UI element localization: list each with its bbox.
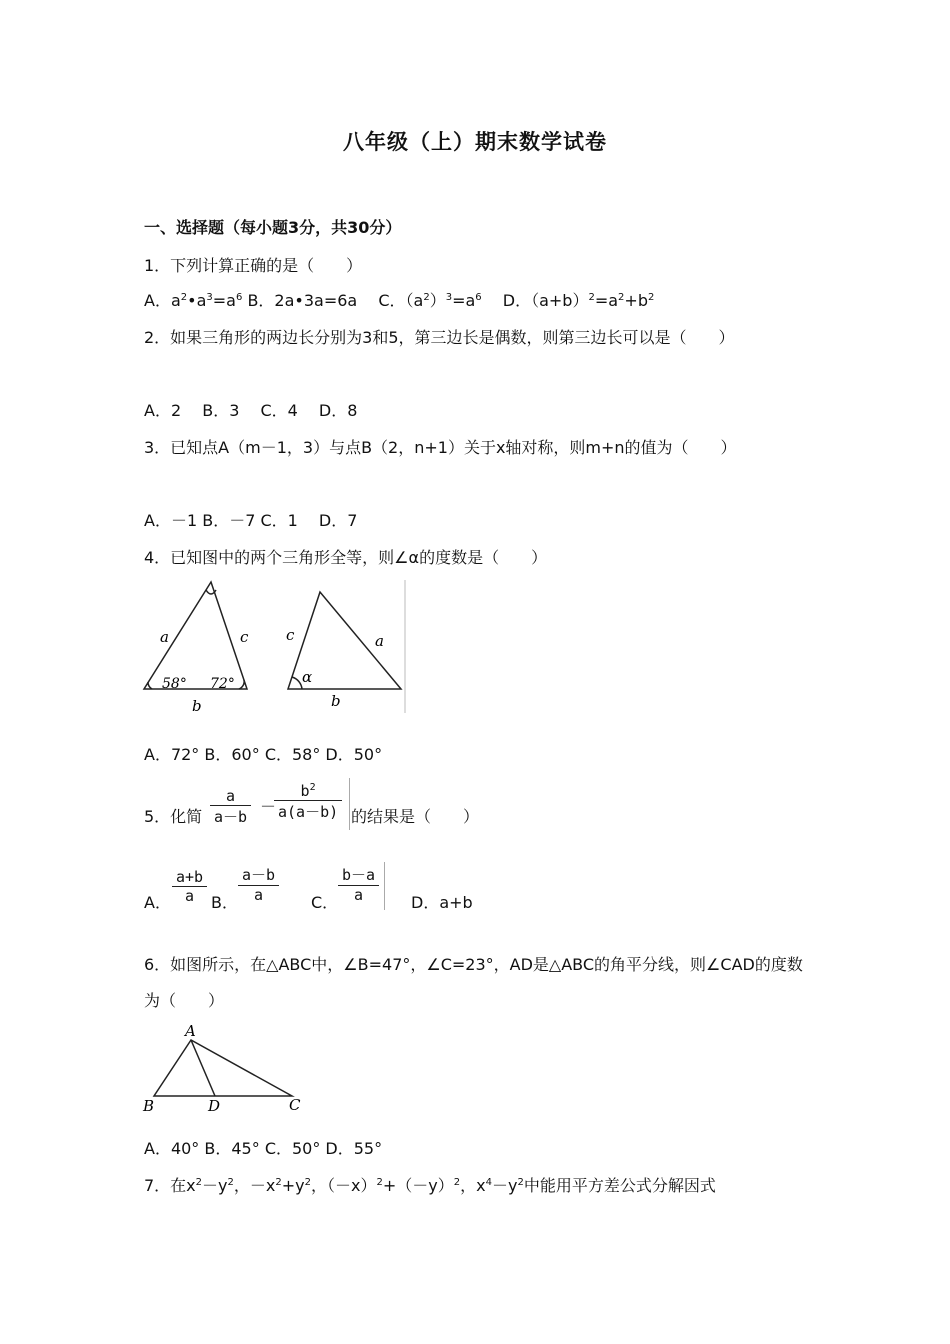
t1-angle-58: 58° bbox=[162, 676, 187, 692]
option-a-label: A． bbox=[144, 893, 171, 912]
page-title: 八年级（上）期末数学试卷 bbox=[343, 130, 607, 154]
t1-side-a: a bbox=[160, 628, 169, 646]
minus-sign: － bbox=[260, 797, 277, 816]
t2-side-b: b bbox=[331, 692, 341, 710]
t2-side-c: c bbox=[286, 626, 295, 644]
vertex-b-label: B bbox=[143, 1097, 155, 1115]
option-b-label: B． bbox=[211, 893, 238, 912]
vertex-c-label: C bbox=[289, 1096, 301, 1114]
question-5-prefix: 5．化简 bbox=[144, 807, 203, 826]
question-7-stem: 7．在$x^2-y^2$，$-x^2+y^2$，$(-x)^2+(-y)^2$，$x^4-y^2$中能用平方差公式分解因式 bbox=[144, 1176, 716, 1195]
question-5-suffix: 的结果是（ ） bbox=[351, 807, 480, 826]
option-a-fraction: a+b a bbox=[172, 868, 207, 905]
t2-angle-alpha: α bbox=[302, 668, 313, 686]
divider bbox=[349, 778, 350, 830]
t1-angle-72: 72° bbox=[210, 676, 235, 692]
t2-side-a: a bbox=[375, 632, 384, 650]
section-heading: 一、选择题（每小题3分，共30分） bbox=[144, 218, 402, 237]
question-3-stem: 3．已知点A（m－1，3）与点B（2，n+1）关于x轴对称，则m+n的值为（ ） bbox=[144, 438, 737, 457]
question-4-stem: 4．已知图中的两个三角形全等，则∠α的度数是（ ） bbox=[144, 548, 548, 567]
question-4-options: A．72° B．60° C．58° D．50° bbox=[144, 745, 383, 764]
divider bbox=[384, 862, 385, 910]
point-d-label: D bbox=[208, 1097, 221, 1115]
option-c-label: C． bbox=[311, 893, 339, 912]
option-b-fraction: a－b a bbox=[238, 864, 279, 904]
question-1-stem: 1．下列计算正确的是（ ） bbox=[144, 256, 363, 275]
option-c-fraction: b－a a bbox=[338, 864, 379, 904]
option-d: D．a+b bbox=[411, 893, 473, 912]
t1-side-c: c bbox=[240, 628, 249, 646]
question-2-options: A．2 B．3 C．4 D．8 bbox=[144, 401, 358, 420]
fraction-a-over-a-minus-b: a a－b bbox=[210, 787, 251, 827]
triangle-abc-figure bbox=[140, 1020, 310, 1120]
question-6-stem: 6．如图所示，在△ABC中，∠B=47°，∠C=23°，AD是△ABC的角平分线，则∠CAD的度数为（ ） bbox=[144, 955, 803, 1010]
t1-side-b: b bbox=[192, 697, 202, 715]
question-6-options: A．40° B．45° C．50° D．55° bbox=[144, 1139, 383, 1158]
question-3-options: A．－1 B．－7 C．1 D．7 bbox=[144, 511, 358, 530]
question-1-options: A．$a^2•a^3=a^6$ B．2a•3a=6a C．$(a^2)^3=a^6$ D．$(a+b)^2=a^2+b^2$ bbox=[144, 291, 655, 310]
fraction-b2-over-a-a-minus-b: $b^2$ a(a－b) bbox=[274, 782, 342, 822]
vertex-a-label: A bbox=[185, 1022, 196, 1040]
congruent-triangles-figure bbox=[140, 578, 410, 718]
question-2-stem: 2．如果三角形的两边长分别为3和5，第三边长是偶数，则第三边长可以是（ ） bbox=[144, 328, 735, 347]
